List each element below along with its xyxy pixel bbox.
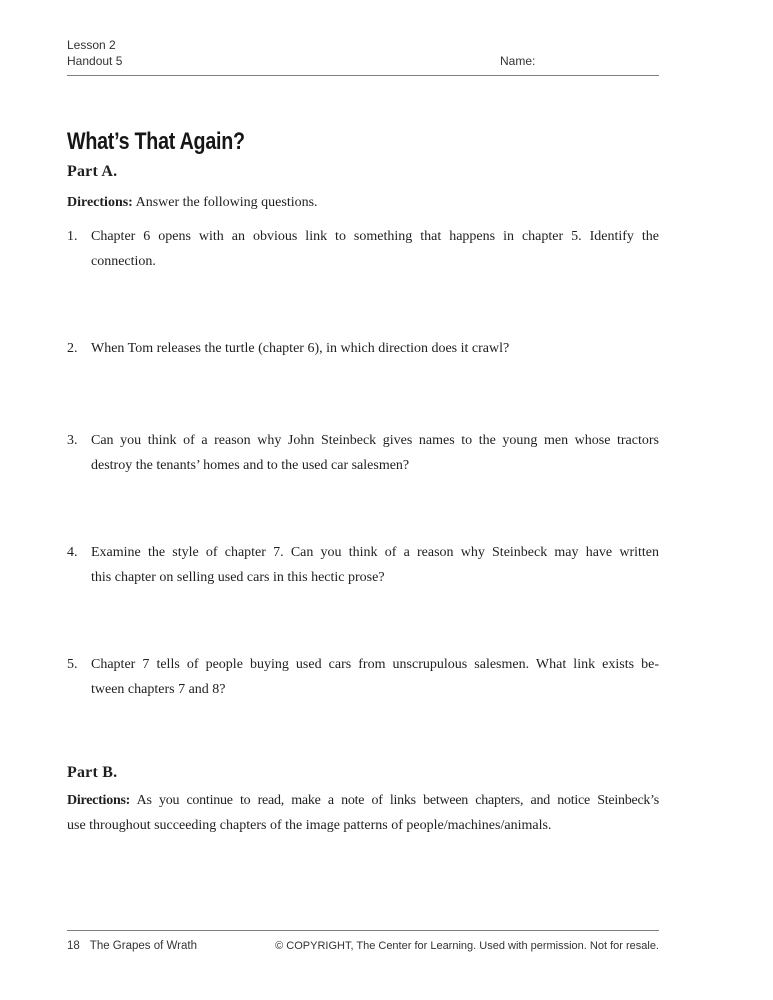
directions-text: As you continue to read, make a note of links between chapters, and notice Steinbeck’s <box>136 793 659 808</box>
question-item-1 <box>67 224 659 274</box>
part-a-heading: Part A. <box>67 163 118 180</box>
directions-text: Answer the following questions. <box>135 195 318 210</box>
part-a-directions <box>67 190 659 215</box>
header-rule <box>67 75 659 76</box>
name-label: Name: <box>500 54 536 68</box>
directions-label: Directions: <box>67 793 131 808</box>
question-line: connection. <box>91 254 156 269</box>
question-text <box>91 336 659 361</box>
handout-label: Handout 5 <box>67 54 123 68</box>
page-number: 18 <box>67 940 80 952</box>
question-line: Chapter 7 tells of people buying used cars from unscrupulous salesmen. What link exists be- <box>91 657 659 672</box>
part-b-directions <box>67 788 659 838</box>
footer-rule <box>67 930 659 931</box>
question-text <box>91 428 659 478</box>
question-item-2 <box>67 336 659 361</box>
question-number: 3. <box>67 433 78 448</box>
question-line: When Tom releases the turtle (chapter 6), in which direction does it crawl? <box>91 341 510 356</box>
question-number: 4. <box>67 545 78 560</box>
footer <box>67 938 659 954</box>
part-b-heading: Part B. <box>67 764 118 781</box>
question-line: tween chapters 7 and 8? <box>91 682 226 697</box>
directions-label: Directions: <box>67 195 133 210</box>
question-item-3 <box>67 428 659 478</box>
book-title: The Grapes of Wrath <box>89 940 197 952</box>
question-text <box>91 224 659 274</box>
question-number: 2. <box>67 341 78 356</box>
copyright-notice: © COPYRIGHT, The Center for Learning. Used with permission. Not for resale. <box>275 940 659 952</box>
question-text <box>91 540 659 590</box>
question-item-5 <box>67 652 659 702</box>
question-line: this chapter on selling used cars in this hectic prose? <box>91 570 385 585</box>
worksheet-title-text: What’s That Again? <box>67 128 245 155</box>
question-item-4 <box>67 540 659 590</box>
question-number: 5. <box>67 657 78 672</box>
question-line: destroy the tenants’ homes and to the used car salesmen? <box>91 458 410 473</box>
question-text <box>91 652 659 702</box>
question-number: 1. <box>67 229 78 244</box>
lesson-label: Lesson 2 <box>67 38 116 52</box>
question-line: Can you think of a reason why John Steinbeck gives names to the young men whose tractors <box>91 433 659 448</box>
question-line: Examine the style of chapter 7. Can you think of a reason why Steinbeck may have written <box>91 545 659 560</box>
directions-line <box>67 788 659 813</box>
worksheet-title <box>67 128 284 156</box>
question-line: Chapter 6 opens with an obvious link to something that happens in chapter 5. Identify the <box>91 229 659 244</box>
directions-line: use throughout succeeding chapters of the image patterns of people/machines/animals. <box>67 818 552 833</box>
header-left <box>67 37 122 69</box>
